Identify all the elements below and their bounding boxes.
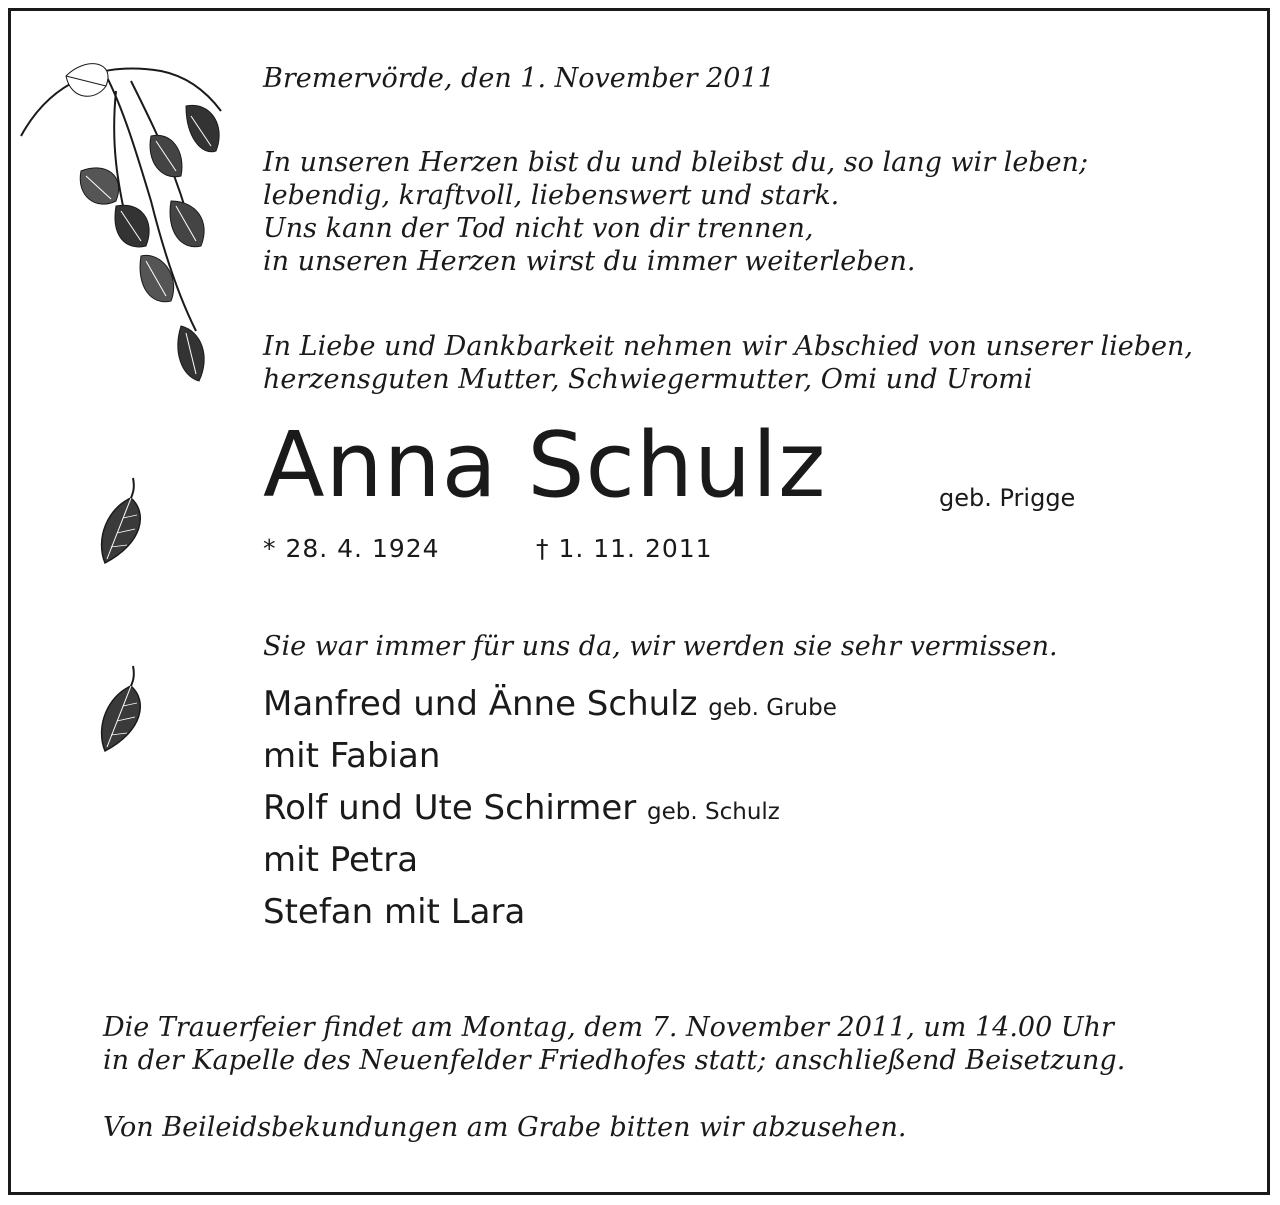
farewell-line: In Liebe und Dankbarkeit nehmen wir Abschied von unserer lieben,: [263, 331, 1193, 362]
family-member: [263, 788, 780, 828]
family-member: [263, 892, 526, 932]
family-member-note: geb. Grube: [708, 695, 837, 721]
birth-date: * 28. 4. 1924: [263, 534, 440, 563]
family-member: [263, 736, 441, 776]
farewell-line: herzensguten Mutter, Schwiegermutter, Omi und Uromi: [263, 364, 1033, 395]
poem-line: Uns kann der Tod nicht von dir trennen,: [263, 213, 814, 244]
family-member-note: geb. Schulz: [647, 799, 780, 825]
poem-line: lebendig, kraftvoll, liebenswert und stark.: [263, 180, 840, 211]
leaf-icon: [93, 473, 153, 573]
service-line: Die Trauerfeier findet am Montag, dem 7. November 2011, um 14.00 Uhr: [103, 1012, 1114, 1043]
tribute-line: Sie war immer für uns da, wir werden sie sehr vermissen.: [263, 631, 1058, 662]
service-line: in der Kapelle des Neuenfelder Friedhofes statt; anschließend Beisetzung.: [103, 1045, 1126, 1076]
poem-line: in unseren Herzen wirst du immer weiterleben.: [263, 246, 916, 277]
condolence-note: Von Beileidsbekundungen am Grabe bitten wir abzusehen.: [103, 1112, 907, 1143]
place-date: Bremervörde, den 1. November 2011: [263, 63, 775, 94]
family-member: [263, 684, 837, 724]
birch-branch-icon: [11, 41, 241, 401]
family-member-name: Manfred und Änne Schulz: [263, 684, 698, 724]
poem-line: In unseren Herzen bist du und bleibst du, so lang wir leben;: [263, 147, 1089, 178]
family-member-name: mit Fabian: [263, 736, 441, 776]
family-member: [263, 840, 419, 880]
maiden-name: geb. Prigge: [939, 484, 1076, 512]
family-member-name: Stefan mit Lara: [263, 892, 526, 932]
obituary-frame: [8, 8, 1270, 1195]
family-member-name: Rolf und Ute Schirmer: [263, 788, 637, 828]
death-date: † 1. 11. 2011: [536, 534, 713, 563]
family-member-name: mit Petra: [263, 840, 419, 880]
deceased-name: Anna Schulz: [263, 413, 827, 518]
leaf-icon: [93, 661, 153, 761]
